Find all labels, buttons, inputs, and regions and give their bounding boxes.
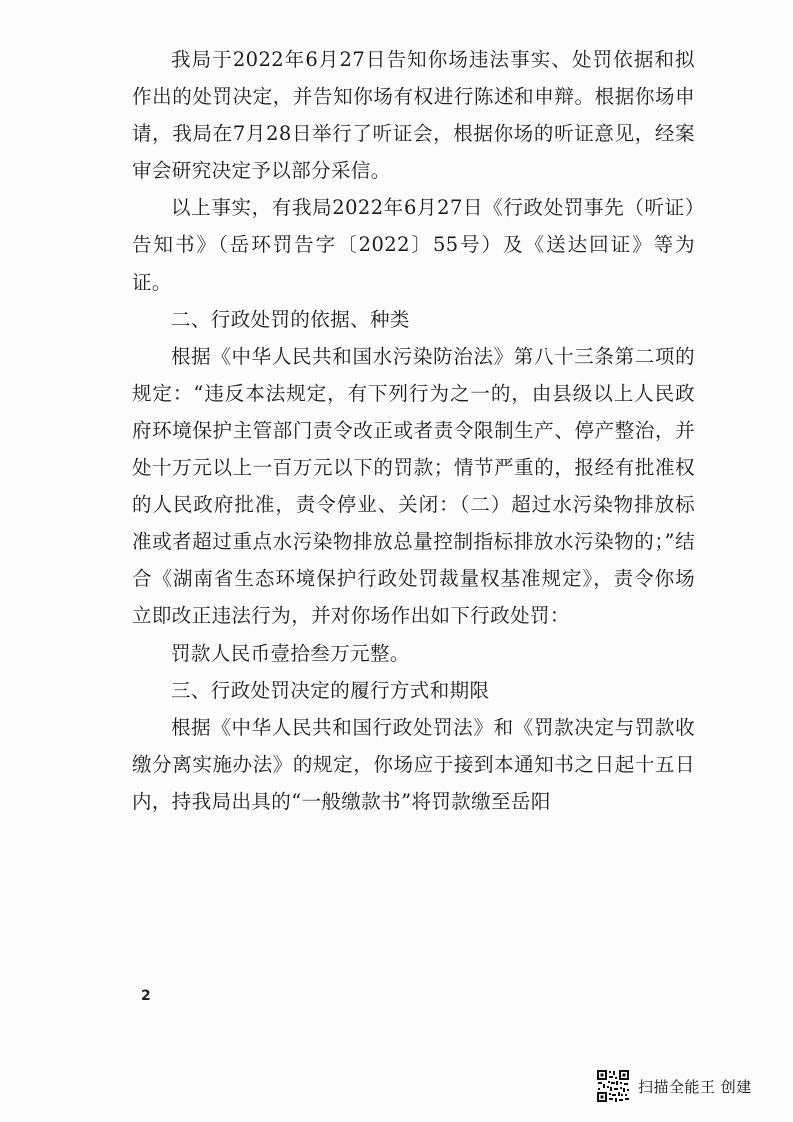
section-heading-basis: 二、行政处罚的依据、种类	[171, 307, 410, 331]
section-heading-execution: 三、行政处罚决定的履行方式和期限	[171, 678, 490, 702]
paragraph-fine-amount: 罚款人民币壹拾叁万元整。	[171, 641, 410, 665]
page-number: 2	[141, 988, 151, 1004]
document-body	[132, 41, 695, 820]
paragraph-evidence: 以上事实，有我局2022年6月27日《行政处罚事先（听证）告知书》（岳环罚告字〔2022〕55号）及《送达回证》等为证。	[132, 196, 695, 294]
qr-code-icon	[596, 1069, 630, 1103]
paragraph-hearing-notice: 我局于2022年6月27日告知你场违法事实、处罚依据和拟作出的处罚决定，并告知你场有权进行陈述和申辩。根据你场申请，我局在7月28日举行了听证会，根据你场的听证意见，经案审会研究决定予以部分采信。	[132, 48, 695, 183]
scanner-watermark	[596, 1068, 752, 1104]
paragraph-payment-method: 根据《中华人民共和国行政处罚法》和《罚款决定与罚款收缴分离实施办法》的规定，你场应于接到本通知书之日起十五日内，持我局出具的“一般缴款书”将罚款缴至岳阳	[132, 715, 695, 813]
paragraph-legal-basis: 根据《中华人民共和国水污染防治法》第八十三条第二项的规定：“违反本法规定，有下列行为之一的，由县级以上人民政府环境保护主管部门责令改正或者责令限制生产、停产整治，并处十万元以上一百万元以下的罚款；情节严重的，报经有批准权的人民政府批准，责令停业、关闭：（二）超过水污染物排放标准或者超过重点水污染物排放总量控制指标排放水污染物的；”结合《湖南省生态环境保护行政处罚裁量权基准规定》，责令你场立即改正违法行为，并对你场作出如下行政处罚：	[132, 344, 695, 628]
scanner-label: 扫描全能王 创建	[638, 1077, 752, 1096]
